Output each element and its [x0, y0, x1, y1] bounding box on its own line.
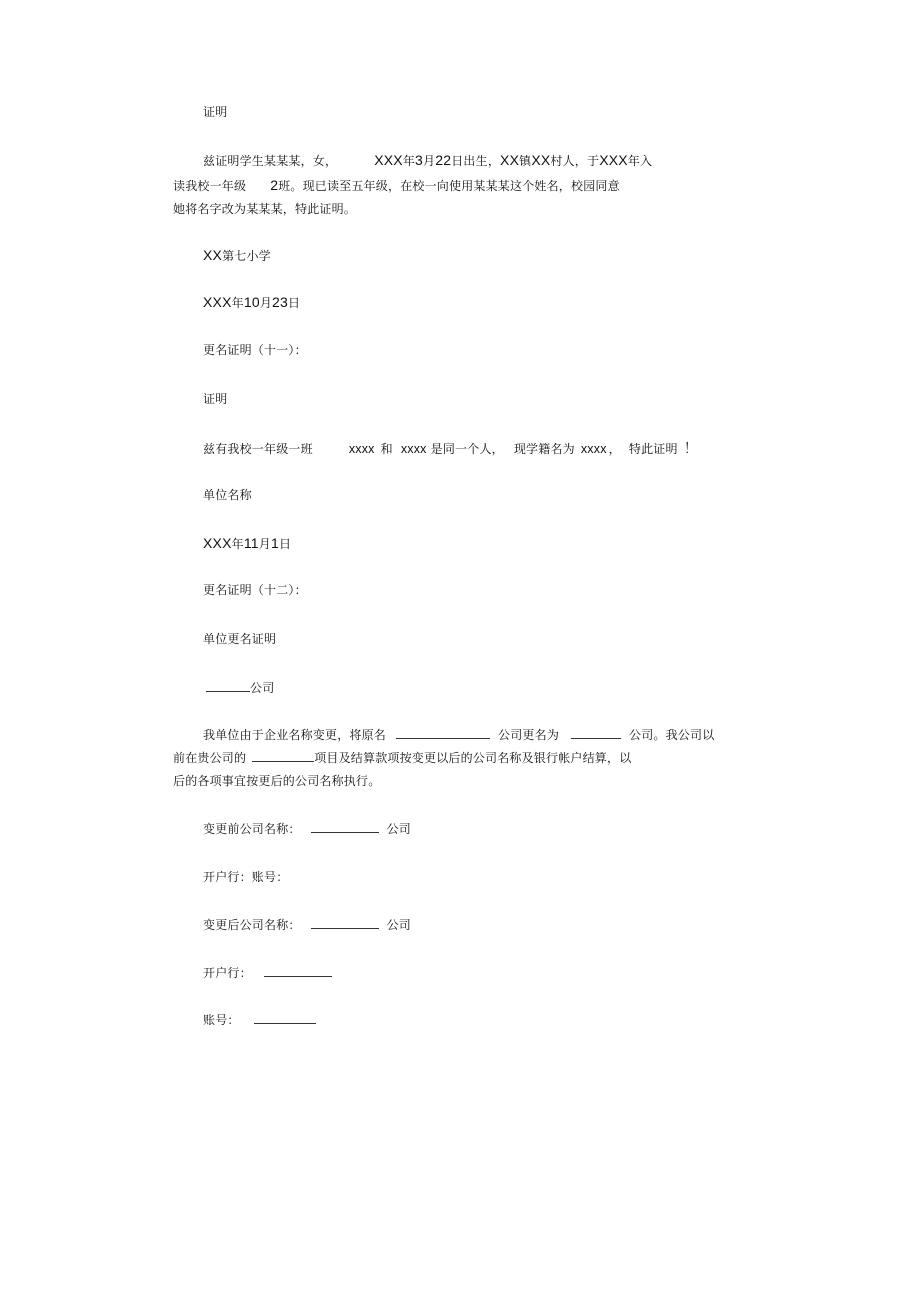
blank-field — [264, 964, 332, 977]
text: 第七小学 — [222, 249, 271, 263]
heading-eleven: 更名证明（十一）： — [203, 343, 307, 357]
para3-line3: 后的各项事宜按更后的公司名称执行。 — [173, 774, 381, 788]
text: 特此证明 — [628, 442, 678, 456]
school-name — [203, 247, 271, 264]
text: 我单位由于企业名称变更，将原名 — [203, 728, 387, 742]
text: 公司。我公司以 — [629, 728, 715, 742]
heading-twelve: 更名证明（十二）： — [203, 583, 307, 597]
text: 11 — [243, 535, 259, 551]
text: 读我校一年级 — [173, 179, 247, 193]
text: XXX — [203, 294, 232, 310]
text: 日 — [288, 296, 301, 310]
text: 3 — [415, 152, 424, 168]
text: 前在贵公司的 — [173, 751, 247, 765]
text: 年 — [402, 154, 416, 168]
text: ！ — [683, 440, 698, 456]
text: 22 — [435, 152, 452, 168]
text: 账号： — [203, 1013, 240, 1027]
text: 变更后公司名称： — [203, 918, 301, 932]
unit-name: 单位名称 — [203, 488, 252, 502]
blank-field — [252, 749, 314, 762]
date-2 — [203, 535, 291, 552]
para3-line1 — [203, 726, 714, 743]
text: XX — [500, 152, 520, 168]
text: 1 — [270, 535, 279, 551]
text: 10 — [243, 294, 260, 310]
text: 变更前公司名称： — [203, 822, 301, 836]
text: 公司 — [386, 822, 412, 836]
text: xxxx — [580, 442, 607, 456]
text: 月 — [258, 537, 271, 551]
text: XXX — [599, 152, 628, 168]
text: 日出生， — [451, 154, 501, 168]
blank-field — [311, 916, 379, 929]
text: xxxx — [400, 442, 427, 456]
text: 月 — [259, 296, 273, 310]
text: 是同一个人， — [430, 442, 504, 456]
para3-line2 — [173, 749, 631, 766]
text: 月 — [423, 154, 436, 168]
bank-2 — [203, 964, 332, 981]
text: 班。现已读至五年级，在校一向使用某某某这个姓名，校园同意 — [278, 179, 620, 193]
text: XX — [531, 152, 551, 168]
text: 兹有我校一年级一班 — [203, 442, 313, 456]
account-line — [203, 1011, 316, 1028]
text: 公司 — [386, 918, 412, 932]
text: 现学籍名为 — [513, 442, 575, 456]
text: XX — [203, 247, 223, 263]
bank-account-1: 开户行：账号： — [203, 870, 289, 884]
blank-field — [571, 726, 621, 739]
text: 年 — [231, 537, 244, 551]
text: 兹证明学生某某某，女， — [203, 154, 338, 168]
blank-field — [311, 820, 379, 833]
text: 年入 — [627, 154, 653, 168]
text: xxxx — [348, 442, 375, 456]
text: XXX — [203, 535, 232, 551]
para1-line2 — [173, 177, 620, 194]
blank-field — [206, 679, 250, 692]
blank-field — [396, 726, 490, 739]
title-certificate: 证明 — [203, 105, 228, 119]
text: ， — [608, 442, 621, 456]
text: 镇 — [519, 154, 532, 168]
title-certificate-2: 证明 — [203, 392, 228, 406]
text: 村人，于 — [550, 154, 600, 168]
date-1 — [203, 294, 300, 311]
para2-line — [203, 440, 698, 457]
blank-field — [254, 1011, 316, 1024]
text: 和 — [380, 442, 393, 456]
company-line — [206, 679, 274, 696]
para1-line1 — [203, 152, 652, 169]
text: 23 — [272, 294, 288, 310]
text: 项目及结算款项按变更以后的公司名称及银行帐户结算，以 — [314, 751, 632, 765]
text: 公司 — [250, 681, 275, 695]
before-company-name — [203, 820, 411, 837]
para1-line3: 她将名字改为某某某，特此证明。 — [173, 202, 357, 216]
text: XXX — [374, 152, 403, 168]
text: 开户行： — [203, 966, 252, 980]
text: 公司更名为 — [498, 728, 560, 742]
text: 年 — [231, 296, 244, 310]
after-company-name — [203, 916, 411, 933]
text: 日 — [278, 537, 292, 551]
title-unit-rename: 单位更名证明 — [203, 632, 277, 646]
text: 2 — [270, 177, 279, 193]
